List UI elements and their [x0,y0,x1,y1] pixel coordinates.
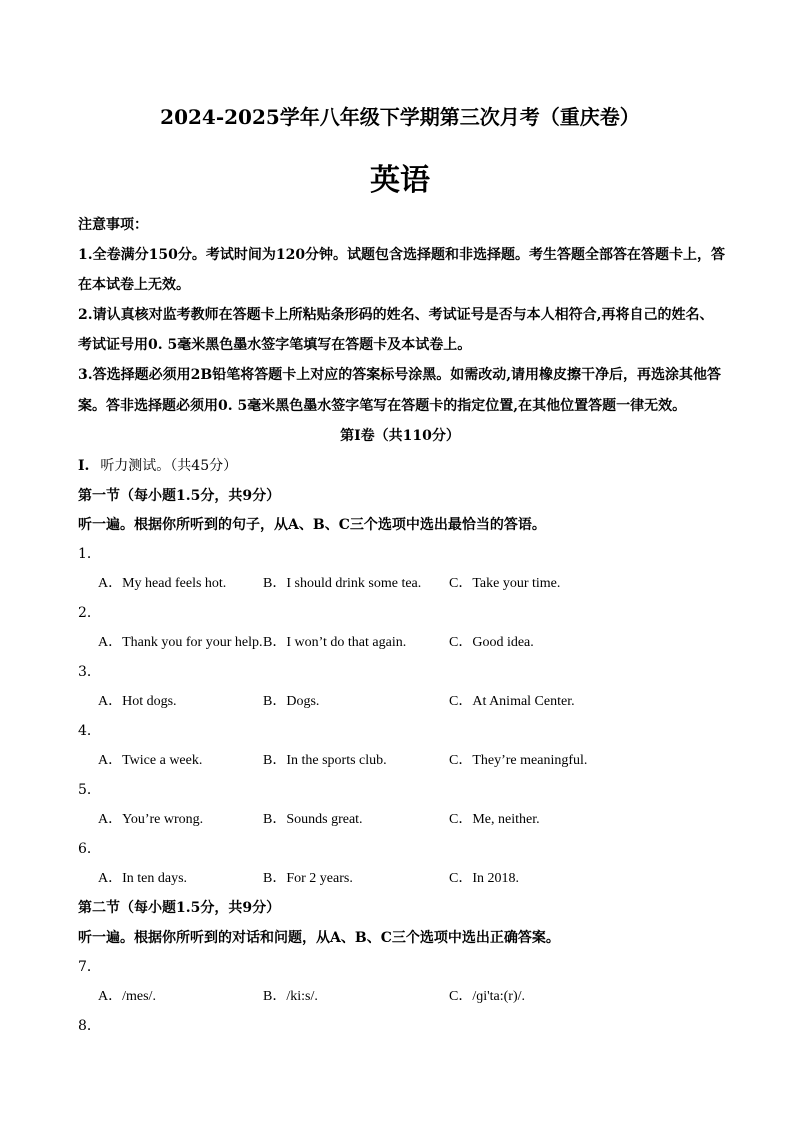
volume-heading: 第Ⅰ卷（共110分） [340,428,460,444]
option-a: A．Twice a week. [98,753,203,768]
option-b: B．I should drink some tea. [263,576,422,591]
notice-line-6: 案。答非选择题必须用0. 5毫米黑色墨水签字笔写在答题卡的指定位置,在其他位置答题一律无效。 [78,398,687,414]
option-c: C．At Animal Center. [449,694,575,709]
notice-line-1: 1.全卷满分150分。考试时间为120分钟。试题包含选择题和非选择题。考生答题全部答在答题卡上，答 [78,247,726,263]
option-a: A．You’re wrong. [98,812,204,827]
part-heading [78,455,237,475]
option-a: A．Hot dogs. [98,694,177,709]
option-b: B．Sounds great. [263,812,363,827]
option-b: B．For 2 years. [263,871,353,886]
question-number: 8． [78,1018,101,1034]
option-a: A．/mes/. [98,989,156,1004]
question-number: 7． [78,959,101,975]
part-title: 听力测试。（共45分） [100,458,238,474]
option-c: C．/ɡi'ta:(r)/. [449,989,526,1004]
option-b: B．I won’t do that again. [263,635,407,650]
option-b: B．Dogs. [263,694,320,709]
option-a: A．In ten days. [98,871,188,886]
question-number: 5． [78,782,101,798]
notice-line-4: 考试证号用0. 5毫米黑色墨水签字笔填写在答题卡及本试卷上。 [78,337,472,353]
question-number: 2． [78,605,101,621]
question-number: 4． [78,723,101,739]
notice-line-3: 2.请认真核对监考教师在答题卡上所粘贴条形码的姓名、考试证号是否与本人相符合,再将自己的姓名、 [78,307,714,323]
option-c: C．They’re meaningful. [449,753,588,768]
section1-title: 第一节（每小题1.5分，共9分） [78,488,281,504]
option-c: C．Me, neither. [449,812,540,827]
option-c: C．In 2018. [449,871,519,886]
notice-line-2: 在本试卷上无效。 [78,277,190,293]
option-c: C．Take your time. [449,576,561,591]
option-b: B．/ki:s/. [263,989,318,1004]
option-a: A．My head feels hot. [98,576,227,591]
notice-heading: 注意事项： [78,217,148,233]
exam-title: 2024-2025学年八年级下学期第三次月考（重庆卷） [160,105,640,129]
option-c: C．Good idea. [449,635,534,650]
section2-title: 第二节（每小题1.5分，共9分） [78,900,281,916]
section2-instruction: 听一遍。根据你所听到的对话和问题，从A、B、C三个选项中选出正确答案。 [78,930,560,946]
section1-instruction: 听一遍。根据你所听到的句子，从A、B、C三个选项中选出最恰当的答语。 [78,517,546,533]
part-roman: I. [78,458,90,474]
subject-title: 英语 [370,163,430,198]
option-a: A．Thank you for your help. [98,635,263,650]
question-number: 3． [78,664,101,680]
question-number: 1． [78,546,101,562]
question-number: 6． [78,841,101,857]
notice-line-5: 3.答选择题必须用2B铅笔将答题卡上对应的答案标号涂黑。如需改动,请用橡皮擦干净后，再选涂其他答 [78,367,722,383]
option-b: B．In the sports club. [263,753,387,768]
